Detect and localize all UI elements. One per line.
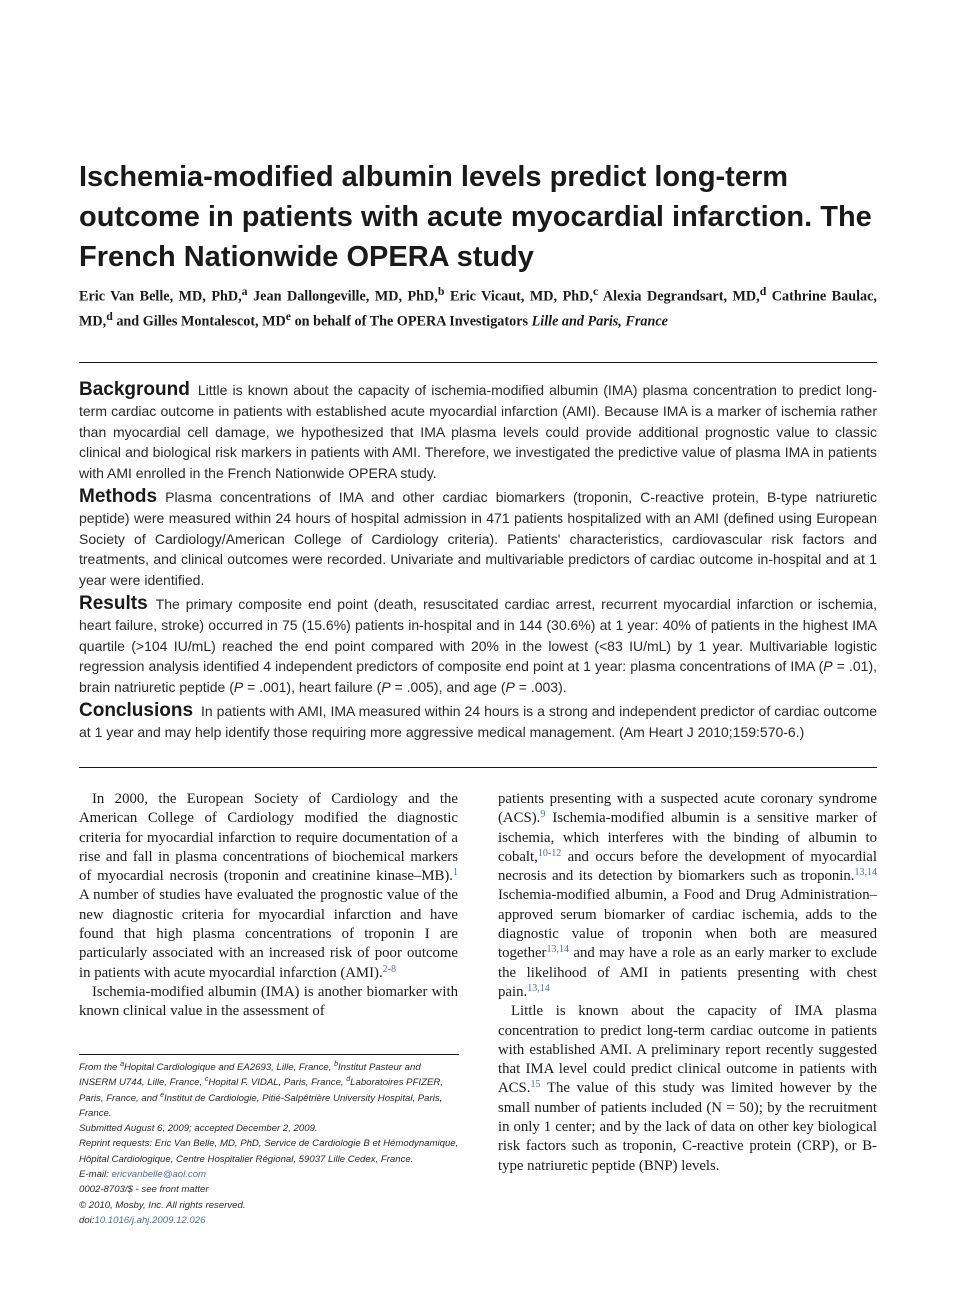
abstract-results-text: = .01), brain natriuretic peptide ( <box>79 658 877 696</box>
body-left-column <box>79 790 458 1022</box>
footnote-text: Institut Pasteur and INSERM U744, Lille, France, <box>79 1062 421 1089</box>
affil-mark: a <box>241 284 248 298</box>
citation-link[interactable]: 13,14 <box>546 944 569 956</box>
author-5: Cathrine Baulac, MD, <box>79 288 877 330</box>
body-right-column <box>498 790 877 1176</box>
body-text: Ischemia-modified albumin (IMA) is another biomarker with known clinical value in the assessment of <box>79 983 458 1020</box>
body-text: A number of studies have evaluated the prognostic value of the new diagnostic criteria for myocardial infarction and have found that high plasma concentrations of troponin I are particularly associated with an increased risk of poor outcome in patients with acute myocardial infarction (AMI). <box>79 887 458 981</box>
affil-mark: e <box>160 1091 164 1099</box>
citation-link[interactable]: 9 <box>540 809 546 821</box>
abstract-conclusions-heading: Conclusions <box>79 699 194 721</box>
footnote-email <box>79 1167 459 1182</box>
abstract-results-heading: Results <box>79 592 148 614</box>
p-value-symbol: P <box>381 679 391 696</box>
footnote-issn: 0002-8703/$ - see front matter <box>79 1184 209 1196</box>
footnote-doi <box>79 1213 459 1228</box>
footnote-text: Laboratoires PFIZER, Paris, France, and <box>79 1077 443 1104</box>
citation-link[interactable]: 15 <box>530 1079 541 1091</box>
email-link[interactable]: ericvanbelle@aol.com <box>111 1169 207 1181</box>
footnote-text: Hopital F. VIDAL, Paris, France, <box>208 1077 347 1089</box>
body-paragraph <box>498 1002 877 1176</box>
footnote-reprint: Reprint requests: Eric Van Belle, MD, PhD, Service de Cardiologie B et Hémodynamique, Hôpital Cardiologique, Centre Hospitalier Régional, 59037 Lille Cedex, France. <box>79 1138 459 1165</box>
body-text: Little is known about the capacity of IMA plasma concentration to predict long-term cardiac outcome in patients with established AMI. A preliminary report recently suggested that IMA level could predict clinical outcome in patients with ACS. <box>498 1003 877 1097</box>
body-text: The value of this study was limited however by the small number of patients included (N = 50); by the recruitment in only 1 center; and by the lack of data on other key biological risk factors such as troponin, C-reactive protein (CRP), or B-type natriuretic peptide (BNP) levels. <box>498 1080 877 1174</box>
citation-link[interactable]: 10-12 <box>537 847 562 859</box>
abstract <box>79 380 877 746</box>
p-value-symbol: P <box>233 679 244 696</box>
footnote-text: E-mail: <box>79 1169 112 1181</box>
abstract-background <box>79 380 877 484</box>
footnote-text: From the <box>79 1062 121 1073</box>
p-value-symbol: P <box>823 658 833 675</box>
author-location: Lille and Paris, France <box>531 313 668 330</box>
body-text: Ischemia-modified albumin is a sensitive marker of ischemia, which interferes with the binding of albumin to cobalt, <box>498 810 877 865</box>
abstract-methods-text: Plasma concentrations of IMA and other cardiac biomarkers (troponin, C-reactive protein, B-type natriuretic peptide) were measured within 24 hours of hospital admission in 471 patients hospitalized with an AMI (defined using European Society of Cardiology/American College of Cardiology criteria). Patients' characteristics, cardiovascular risk factors and treatments, and clinical outcomes were recorded. Univariate and multivariable predictors of cardiac outcome in-hospital and at 1 year were identified. <box>79 488 877 589</box>
abstract-results <box>79 594 877 698</box>
abstract-results-text: = .001), heart failure ( <box>243 679 382 696</box>
citation-link[interactable]: 1 <box>453 867 458 879</box>
author-group: on behalf of The OPERA Investigators <box>291 313 532 330</box>
abstract-background-text: Little is known about the capacity of ischemia-modified albumin (IMA) plasma concentration to predict long-term cardiac outcome in patients with established acute myocardial infarction (AMI). Because IMA is a marker of ischemia rather than myocardial cell damage, we hypothesized that IMA plasma levels could provide additional prognostic value to classic clinical and biological risk markers in patients with AMI. Therefore, we investigated the predictive value of plasma IMA in patients with AMI enrolled in the French Nationwide OPERA study. <box>79 382 877 482</box>
abstract-methods <box>79 487 877 591</box>
article-title: Ischemia-modified albumin levels predict long-term outcome in patients with acute myocardial infarction. The French Nationwide OPERA study <box>79 161 872 273</box>
abstract-results-text: = .003). <box>514 679 567 696</box>
affil-mark: c <box>592 284 599 298</box>
abstract-results-text: = .005), and age ( <box>390 679 506 696</box>
author-4: Alexia Degrandsart, MD, <box>598 288 760 305</box>
affil-mark: d <box>759 284 767 298</box>
author-list <box>79 282 877 331</box>
abstract-bottom-rule <box>79 767 877 768</box>
author-6: and Gilles Montalescot, MD <box>112 313 286 330</box>
affil-mark: c <box>204 1076 209 1084</box>
abstract-top-rule <box>79 362 877 363</box>
p-value-symbol: P <box>505 679 515 696</box>
author-3: Eric Vicaut, MD, PhD, <box>444 288 593 305</box>
footnote-text: Institut de Cardiologie, Pitié-Salpêtrière University Hospital, Paris, France. <box>79 1092 443 1119</box>
affil-mark: b <box>334 1061 339 1068</box>
abstract-conclusions <box>79 701 877 743</box>
affil-mark: a <box>120 1061 124 1068</box>
footnote-affiliations <box>79 1060 459 1121</box>
affil-mark: b <box>437 284 445 298</box>
footnote-copyright: © 2010, Mosby, Inc. All rights reserved. <box>79 1199 246 1211</box>
affil-mark: d <box>106 308 113 323</box>
footnote-rule <box>79 1054 459 1055</box>
abstract-results-text: The primary composite end point (death, resuscitated cardiac arrest, recurrent myocardial infarction or ischemia, heart failure, stroke) occurred in 75 (15.6%) patients in-hospital and in 144 (30.6%) at 1 year: 40% of patients in the highest IMA quartile (>104 IU/mL) reached the end point compared with 20% in the lowest (<83 IU/mL) by 1 year. Multivariable logistic regression analysis identified 4 independent predictors of composite end point at 1 year: plasma concentrations of IMA ( <box>79 595 877 675</box>
body-paragraph <box>79 983 458 1022</box>
affil-mark: d <box>346 1076 351 1084</box>
abstract-conclusions-text: In patients with AMI, IMA measured within 24 hours is a strong and independent predictor of cardiac outcome at 1 year and may help identify those requiring more aggressive medical management. (Am Heart J 2010;159:570-6.) <box>79 702 877 740</box>
body-paragraph <box>79 790 458 983</box>
footnote-submitted: Submitted August 6, 2009; accepted December 2, 2009. <box>79 1123 318 1135</box>
abstract-methods-heading: Methods <box>79 485 158 507</box>
body-text: Ischemia-modified albumin, a Food and Drug Administration–approved serum biomarker of cardiac ischemia, adds to the diagnostic value of troponin when both are measured together <box>498 887 877 962</box>
footnote-text: doi: <box>79 1214 95 1226</box>
body-text: In 2000, the European Society of Cardiology and the American College of Cardiology modified the diagnostic criteria for myocardial infarction to require documentation of a rise and fall in plasma concentrations of biochemical markers of myocardial necrosis (troponin and creatinine kinase–MB). <box>79 791 458 885</box>
body-text: and occurs before the development of myocardial necrosis and its detection by biomarkers such as troponin. <box>498 848 877 885</box>
body-text: and may have a role as an early marker to exclude the likelihood of AMI in patients presenting with chest pain. <box>498 945 877 1000</box>
doi-link[interactable]: 10.1016/j.ahj.2009.12.026 <box>94 1214 206 1226</box>
abstract-background-heading: Background <box>79 379 190 400</box>
body-text: patients presenting with a suspected acute coronary syndrome (ACS). <box>498 791 877 827</box>
affil-mark: e <box>285 308 292 323</box>
citation-link[interactable]: 13,14 <box>527 982 550 994</box>
footnote-text: Hopital Cardiologique and EA2693, Lille, France, <box>123 1062 335 1073</box>
author-1: Eric Van Belle, MD, PhD, <box>79 288 242 305</box>
citation-link[interactable]: 13,14 <box>854 867 877 879</box>
footnotes <box>79 1060 459 1228</box>
author-2: Jean Dallongeville, MD, PhD, <box>247 288 438 305</box>
body-paragraph <box>498 790 877 1002</box>
citation-link[interactable]: 2-8 <box>382 963 396 975</box>
